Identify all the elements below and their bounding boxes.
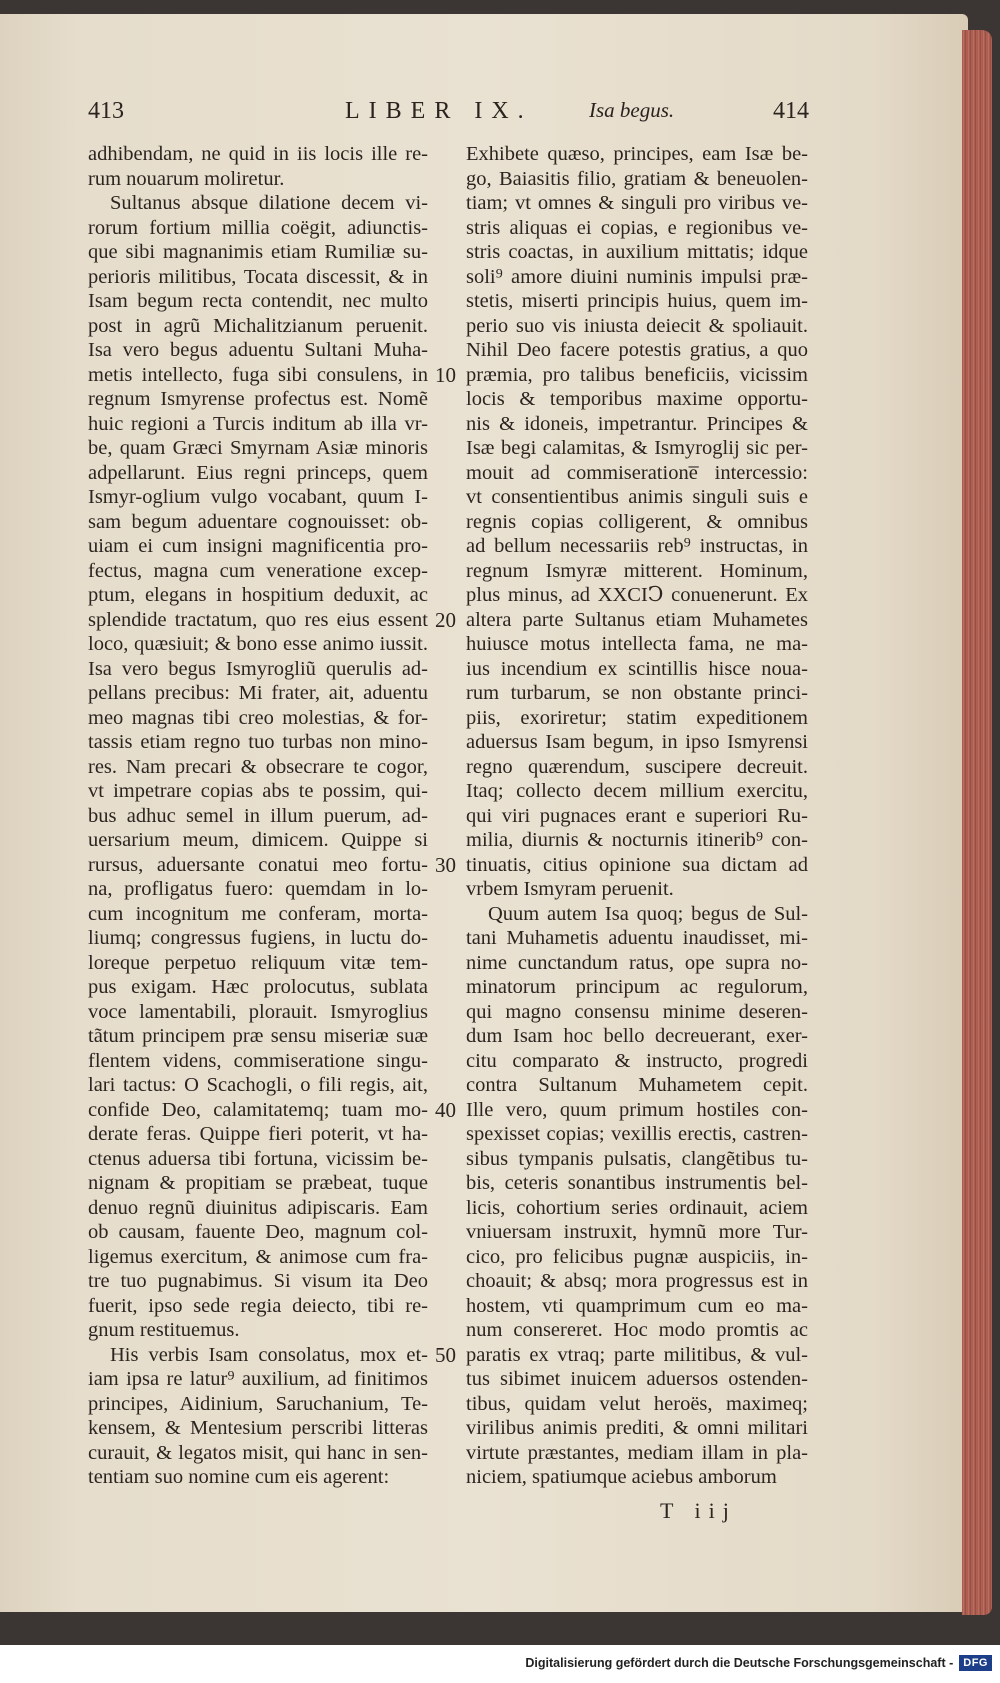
text-line: cum incognitum me conferam, morta- (88, 902, 428, 925)
text-line: liumq; congressus fugiens, in luctu do- (88, 927, 428, 949)
text-line: qui magno consensu minime deseren- (466, 1000, 808, 1023)
text-line: nignam & propitiam se præbeat, tuque (88, 1172, 428, 1194)
text-line: rorum fortium millia coëgit, adiunctis- (88, 216, 428, 239)
text-line: iam ipsa re latur⁹ auxilium, ad finitimos (88, 1368, 428, 1390)
text-line: tiam; vt omnes & singuli pro viribus ve- (466, 192, 808, 214)
text-line: huiusce motus intellecta fama, ne ma- (466, 633, 808, 655)
text-line: piis, exoriretur; statim expeditionem (466, 706, 808, 729)
text-line: loco, quæsiuit; & bono esse animo iussit. (88, 633, 428, 655)
text-line: tani Muhametis aduentu inaudisset, mi- (466, 927, 808, 949)
text-line: Isa vero begus aduentu Sultani Muha- (88, 339, 428, 361)
margin-line-number: 30 (435, 852, 456, 877)
book-title: LIBER IX. (345, 98, 533, 124)
text-line: go, Baiasitis filio, gratiam & beneuolen- (466, 167, 808, 190)
text-line: plus minus, ad XXCIↃ conuenerunt. Ex (466, 584, 808, 606)
text-line: Sultanus absque dilatione decem vi- (110, 192, 428, 214)
text-line: curauit, & legatos misit, qui hanc in sen- (88, 1441, 428, 1464)
text-line: stetis, miserti principis huius, quem im- (466, 290, 808, 312)
text-line: sam begum aduentare cognouisset: ob- (88, 510, 428, 533)
text-line: num consereret. Hoc modo promtis ac (466, 1319, 808, 1341)
text-line: post in agrũ Michalitzianum peruenit. (88, 314, 428, 337)
text-line: huic regioni a Turcis inditum ab illa vr- (88, 412, 428, 435)
text-line: splendide tractatum, quo res eius essent (88, 608, 428, 631)
margin-line-number: 20 (435, 607, 456, 632)
text-line: tentiam suo nomine cum eis agerent: (88, 1466, 390, 1488)
text-line: præmia, pro talibus beneficiis, vicissim (466, 363, 808, 386)
text-line: ad bellum necessariis reb⁹ instructas, in (466, 535, 808, 557)
text-line: Ismyr-oglium vulgo vocabant, quum I- (88, 486, 428, 508)
text-line: voce lamentabili, plorauit. Ismyroglius (88, 1000, 428, 1023)
text-line: metis intellecto, fuga sibi consulens, in (88, 363, 428, 386)
text-line: locis & temporibus maxime opportu- (466, 388, 808, 410)
right-page-number: 414 (773, 98, 809, 124)
text-line: flentem videns, commiseratione singu- (88, 1049, 428, 1072)
text-line: perioris militibus, Tocata discessit, & in (88, 265, 428, 288)
left-text-column (88, 142, 428, 1490)
text-line: ligemus exercitum, & animose cum fra- (88, 1245, 428, 1268)
text-line: regnum Ismyræ mitterent. Hominum, (466, 559, 808, 582)
text-line: lari tactus: O Scachogli, o fili regis, ait, (88, 1074, 428, 1096)
text-line: principes, Aidinium, Saruchanium, Te- (88, 1392, 428, 1415)
text-line: dum Isam hoc bello decreuerant, exer- (466, 1025, 808, 1047)
text-line: milia, diurnis & nocturnis itinerib⁹ con- (466, 829, 808, 851)
text-line: Isæ begi calamitas, & Ismyroglij sic per- (466, 437, 808, 459)
text-line: mouit ad commiseratione̅ intercessio: (466, 461, 808, 484)
text-line: regnis copias colligerent, & omnibus (466, 510, 808, 533)
text-line: ctenus aduersa tibi fortuna, vicissim be- (88, 1147, 428, 1170)
text-line: minatorum principum ac regulorum, (466, 976, 808, 998)
text-line: ptum, elegans in hospitium deduxit, ac (88, 584, 428, 606)
text-line: regno quærendum, suscipere decreuit. (466, 755, 808, 778)
text-line: meo magnas tibi creo molestias, & for- (88, 706, 428, 729)
text-line: rum turbarum, se non obstante princi- (466, 682, 808, 704)
text-line: vt impetrare copias abs te possim, qui- (88, 780, 428, 802)
text-line: tassis etiam regno tuo turbas non mino- (88, 731, 428, 753)
text-line: kensem, & Mentesium perscribi litteras (88, 1417, 428, 1439)
right-text-column (466, 142, 808, 1490)
text-line: choauit; & absq; mora progressus est in (466, 1270, 808, 1292)
text-line: res. Nam precari & obsecrare te cogor, (88, 755, 428, 778)
text-line: rum nouarum moliretur. (88, 167, 285, 190)
text-line: bis, ceteris sonantibus instrumentis bel- (466, 1172, 808, 1194)
text-line: qui viri pugnaces erant e superiori Ru- (466, 804, 808, 827)
text-line: confide Deo, calamitatemq; tuam mo- (88, 1098, 428, 1121)
signature-mark: T iij (660, 1498, 737, 1523)
text-line: tre tuo pugnabimus. Si visum ita Deo (88, 1270, 428, 1292)
text-line: cico, pro felicibus pugnæ auspiciis, in- (466, 1245, 808, 1268)
text-line: ius incendium ex scintillis hisce noua- (466, 657, 808, 680)
text-line: fectus, magna cum veneratione excep- (88, 559, 428, 582)
text-line: His verbis Isam consolatus, mox et- (110, 1343, 428, 1366)
text-line: vrbem Ismyram peruenit. (466, 878, 674, 900)
text-line: loreque perpetuo reliquum vitæ tem- (88, 951, 428, 974)
text-line: Isa vero begus Ismyrogliũ querulis ad- (88, 657, 428, 680)
text-line: soli⁹ amore diuini numinis impulsi præ- (466, 265, 808, 288)
text-line: que sibi magnanimis etiam Rumiliæ su- (88, 241, 428, 263)
text-line: sibus tympanis pulsatis, clangẽtibus tu- (466, 1147, 808, 1170)
text-line: denuo regnũ diuinitus adipiscaris. Eam (88, 1196, 428, 1219)
text-line: adhibendam, ne quid in iis locis ille re- (88, 143, 428, 165)
margin-line-number: 40 (435, 1097, 456, 1122)
text-line: be, quam Græci Smyrnam Asiæ minoris (88, 437, 428, 459)
text-line: tus sibimet inuicem aduersos ostenden- (466, 1368, 808, 1390)
text-line: spexisset copias; vexillis erectis, castren- (466, 1123, 808, 1145)
text-line: vt consentientibus animis singuli suis e (466, 486, 808, 508)
text-line: stris coactas, in auxilium mittatis; idque (466, 241, 808, 263)
text-line: stris aliquas ei copias, e regionibus ve- (466, 216, 808, 239)
text-line: pellans precibus: Mi frater, ait, aduentu (88, 682, 428, 704)
text-line: niciem, spatiumque aciebus amborum (466, 1466, 777, 1488)
text-line: nis & idoneis, impetrantur. Principes & (466, 412, 808, 435)
text-line: vniuersam instruxit, hymnũ more Tur- (466, 1221, 808, 1243)
text-line: tãtum principem præ sensu miseriæ suæ (88, 1025, 428, 1047)
left-page-number: 413 (88, 98, 124, 124)
text-line: paratis ex vtraq; parte militibus, & vul- (466, 1343, 808, 1366)
text-line: Isam begum recta contendit, nec multo (88, 290, 428, 312)
dfg-logo: DFG (959, 1655, 992, 1671)
text-line: Itaq; collecto decem millium exercitu, (466, 780, 808, 802)
text-line: citu comparato & instructo, progredi (466, 1049, 808, 1072)
text-line: uiam ei cum insigni magnificentia pro- (88, 535, 428, 557)
text-line: derate feras. Quippe fieri poterit, vt ha- (88, 1123, 428, 1145)
text-line: regnum Ismyrense profectus est. Nomẽ (88, 388, 428, 410)
text-line: virtute præstantes, mediam illam in pla- (466, 1441, 808, 1464)
text-line: contra Sultanum Muhametem cepit. (466, 1074, 808, 1096)
margin-line-number: 10 (435, 362, 456, 387)
margin-line-number: 50 (435, 1342, 456, 1367)
text-line: pus exigam. Hæc prolocutus, sublata (88, 976, 428, 998)
text-line: adpellarunt. Eius regni princeps, quem (88, 461, 428, 484)
text-line: virilibus animis prediti, & omni militari (466, 1417, 808, 1439)
running-head: Isa begus. (589, 98, 675, 122)
text-line: hostem, vti quamprimum cum eo ma- (466, 1294, 808, 1317)
text-line: tibus, quidam velut heroës, maximeq; (466, 1392, 808, 1415)
text-line: licis, cohortium series ordinauit, aciem (466, 1196, 808, 1219)
text-line: rursus, aduersante conatui meo fortu- (88, 853, 428, 876)
text-line: gnum restituemus. (88, 1319, 240, 1341)
page-edges (962, 30, 992, 1615)
text-line: nime cunctandum ratus, ope supra no- (466, 951, 808, 974)
text-line: Exhibete quæso, principes, eam Isæ be- (466, 143, 808, 165)
text-line: Nihil Deo facere potestis gratius, a quo (466, 339, 808, 361)
text-line: uersarium meum, dimicem. Quippe si (88, 829, 428, 851)
text-line: perio suo vis iniusta deiecit & spoliauit. (466, 314, 808, 337)
text-line: fuerit, ipso sede regia deiecto, tibi re- (88, 1294, 428, 1317)
text-line: altera parte Sultanus etiam Muhametes (466, 608, 808, 631)
text-line: Quum autem Isa quoq; begus de Sul- (488, 902, 808, 925)
text-line: aduersus Isam begum, in ipso Ismyrensi (466, 731, 808, 753)
text-line: Ille vero, quum primum hostiles con- (466, 1098, 808, 1121)
text-line: bus adhuc semel in illum puerum, ad- (88, 804, 428, 827)
text-line: ob causam, fauente Deo, magnum col- (88, 1221, 428, 1243)
text-line: na, profligatus fuero: quemdam in lo- (88, 878, 428, 900)
text-line: tinuatis, citius opinione sua dictam ad (466, 853, 808, 876)
footer-text: Digitalisierung gefördert durch die Deutsche Forschungsgemeinschaft - (525, 1656, 954, 1670)
digitization-footer (525, 1648, 992, 1678)
